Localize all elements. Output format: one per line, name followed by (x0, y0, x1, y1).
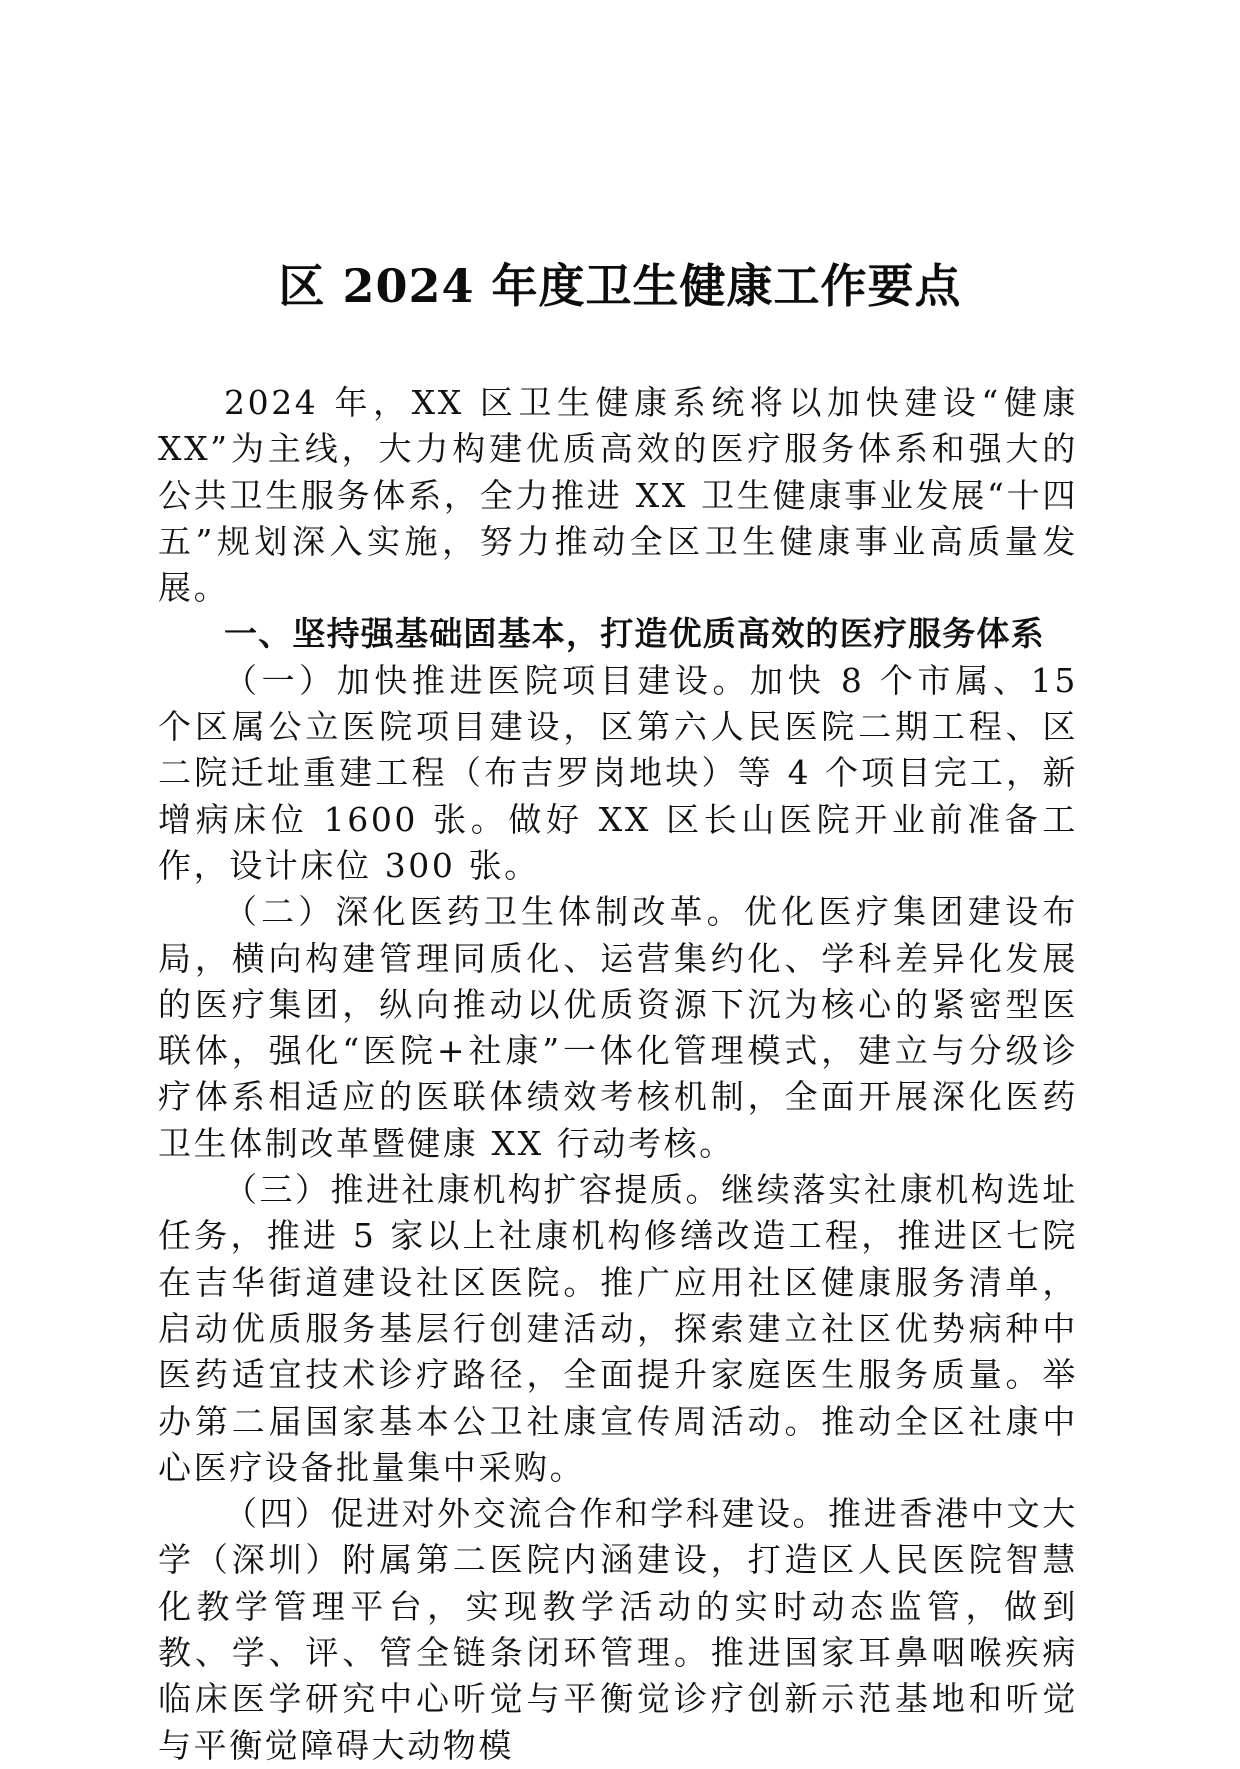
item-text-4: 推进香港中文大学（深圳）附属第二医院内涵建设，打造区人民医院智慧化教学管理平台，实现教学活动的实时动态监管，做到教、学、评、管全链条闭环管理。推进国家耳鼻咽喉疾病临床医学研究中心听觉与平衡觉诊疗创新示范基地和听觉与平衡觉障碍大动物模 (158, 1494, 1078, 1765)
item-paragraph-3 (158, 1167, 1078, 1491)
item-text-2: 优化医疗集团建设布局，横向构建管理同质化、运营集约化、学科差异化发展的医疗集团，纵向推动以优质资源下沉为核心的紧密型医联体，强化“医院+社康”一体化管理模式，建立与分级诊疗体系相适应的医联体绩效考核机制，全面开展深化医药卫生体制改革暨健康 XX 行动考核。 (158, 892, 1078, 1163)
item-text-3: 继续落实社康机构选址任务，推进 5 家以上社康机构修缮改造工程，推进区七院在吉华街道建设社区医院。推广应用社区健康服务清单，启动优质服务基层行创建活动，探索建立社区优势病种中医药适宜技术诊疗路径，全面提升家庭医生服务质量。举办第二届国家基本公卫社康宣传周活动。推动全区社康中心医疗设备批量集中采购。 (158, 1170, 1078, 1487)
item-paragraph-4 (158, 1491, 1078, 1769)
intro-paragraph: 2024 年，XX 区卫生健康系统将以加快建设“健康 XX”为主线，大力构建优质高效的医疗服务体系和强大的公共卫生服务体系，全力推进 XX 卫生健康事业发展“十四五”规划深入实施，努力推动全区卫生健康事业高质量发展。 (158, 383, 1078, 608)
item-text-1: 加快 8 个市属、15 个区属公立医院项目建设，区第六人民医院二期工程、区二院迁址重建工程（布吉罗岗地块）等 4 个项目完工，新增病床位 1600 张。做好 XX 区长山医院开业前准备工作，设计床位 300 张。 (158, 660, 1078, 885)
item-paragraph-2 (158, 889, 1078, 1167)
item-heading-3: （三）推进社康机构扩容提质。 (224, 1170, 722, 1210)
item-paragraph-1 (158, 658, 1078, 889)
document-title: 区 2024 年度卫生健康工作要点 (278, 259, 962, 313)
item-heading-1: （一）加快推进医院项目建设。 (224, 660, 751, 700)
item-heading-2: （二）深化医药卫生体制改革。 (224, 892, 744, 932)
item-heading-4: （四）促进对外交流合作和学科建设。 (224, 1494, 829, 1534)
document-body (158, 380, 1078, 1769)
section-heading-1: 一、坚持强基础固基本，打造优质高效的医疗服务体系 (224, 614, 1045, 654)
